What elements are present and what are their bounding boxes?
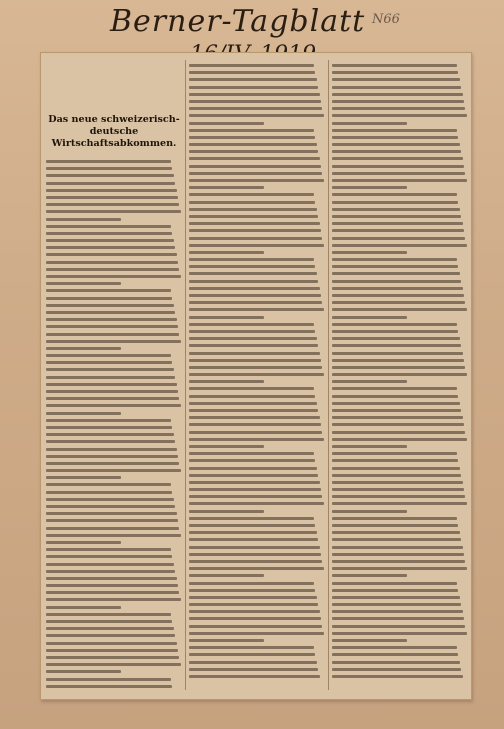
text-line-placeholder bbox=[332, 409, 461, 412]
text-line-placeholder bbox=[46, 519, 178, 522]
text-line-placeholder bbox=[46, 598, 181, 601]
text-line-placeholder bbox=[332, 603, 461, 606]
text-line-placeholder bbox=[189, 495, 322, 498]
text-line-placeholder bbox=[189, 323, 314, 326]
text-line-placeholder bbox=[46, 397, 179, 400]
text-line-placeholder bbox=[46, 548, 171, 551]
text-line-placeholder bbox=[189, 222, 320, 225]
text-line-placeholder bbox=[46, 412, 121, 415]
text-line-placeholder bbox=[189, 603, 318, 606]
text-line-placeholder bbox=[46, 404, 181, 407]
text-line-placeholder bbox=[332, 373, 467, 376]
text-line-placeholder bbox=[189, 143, 317, 146]
text-line-placeholder bbox=[189, 229, 321, 232]
illegible-body-text bbox=[46, 160, 182, 690]
text-line-placeholder bbox=[46, 232, 172, 235]
text-line-placeholder bbox=[189, 553, 321, 556]
text-line-placeholder bbox=[189, 186, 264, 189]
text-line-placeholder bbox=[332, 352, 463, 355]
text-line-placeholder bbox=[46, 368, 174, 371]
text-line-placeholder bbox=[189, 531, 317, 534]
text-line-placeholder bbox=[332, 93, 463, 96]
text-line-placeholder bbox=[332, 646, 457, 649]
text-line-placeholder bbox=[46, 448, 177, 451]
text-line-placeholder bbox=[46, 210, 181, 213]
column-divider bbox=[185, 60, 186, 690]
text-line-placeholder bbox=[332, 395, 458, 398]
text-line-placeholder bbox=[332, 107, 465, 110]
text-line-placeholder bbox=[189, 639, 264, 642]
text-line-placeholder bbox=[189, 272, 317, 275]
text-line-placeholder bbox=[189, 474, 318, 477]
text-line-placeholder bbox=[189, 294, 321, 297]
text-line-placeholder bbox=[332, 294, 464, 297]
text-line-placeholder bbox=[332, 86, 461, 89]
text-line-placeholder bbox=[332, 459, 458, 462]
text-line-placeholder bbox=[332, 488, 464, 491]
text-line-placeholder bbox=[189, 100, 321, 103]
text-line-placeholder bbox=[189, 661, 317, 664]
text-line-placeholder bbox=[332, 517, 457, 520]
text-line-placeholder bbox=[46, 347, 121, 350]
text-line-placeholder bbox=[189, 165, 321, 168]
text-line-placeholder bbox=[46, 678, 171, 681]
text-line-placeholder bbox=[332, 136, 458, 139]
text-line-placeholder bbox=[332, 617, 464, 620]
text-line-placeholder bbox=[332, 165, 464, 168]
text-line-placeholder bbox=[46, 376, 175, 379]
text-line-placeholder bbox=[46, 440, 175, 443]
text-line-placeholder bbox=[46, 433, 174, 436]
text-line-placeholder bbox=[189, 344, 318, 347]
text-line-placeholder bbox=[189, 280, 318, 283]
text-line-placeholder bbox=[46, 642, 177, 645]
text-line-placeholder bbox=[46, 261, 178, 264]
text-line-placeholder bbox=[46, 390, 178, 393]
text-line-placeholder bbox=[189, 510, 264, 513]
text-line-placeholder bbox=[189, 71, 315, 74]
text-line-placeholder bbox=[332, 423, 464, 426]
text-line-placeholder bbox=[189, 560, 322, 563]
text-line-placeholder bbox=[189, 646, 314, 649]
text-line-placeholder bbox=[189, 675, 320, 678]
text-line-placeholder bbox=[46, 311, 175, 314]
text-line-placeholder bbox=[189, 423, 321, 426]
text-line-placeholder bbox=[332, 143, 460, 146]
text-line-placeholder bbox=[189, 373, 324, 376]
text-line-placeholder bbox=[332, 287, 463, 290]
text-line-placeholder bbox=[189, 502, 324, 505]
text-line-placeholder bbox=[46, 649, 178, 652]
text-line-placeholder bbox=[332, 596, 460, 599]
text-line-placeholder bbox=[46, 361, 172, 364]
text-line-placeholder bbox=[46, 218, 121, 221]
text-line-placeholder bbox=[332, 323, 457, 326]
text-line-placeholder bbox=[46, 584, 178, 587]
text-line-placeholder bbox=[189, 524, 315, 527]
text-line-placeholder bbox=[189, 129, 314, 132]
text-line-placeholder bbox=[46, 419, 171, 422]
text-line-placeholder bbox=[332, 229, 464, 232]
text-line-placeholder bbox=[332, 222, 463, 225]
text-line-placeholder bbox=[189, 64, 314, 67]
text-line-placeholder bbox=[189, 122, 264, 125]
text-line-placeholder bbox=[46, 239, 174, 242]
text-line-placeholder bbox=[46, 591, 179, 594]
text-line-placeholder bbox=[189, 668, 318, 671]
article-headline bbox=[46, 114, 182, 150]
text-line-placeholder bbox=[46, 505, 175, 508]
text-line-placeholder bbox=[46, 462, 179, 465]
text-line-placeholder bbox=[189, 330, 315, 333]
text-line-placeholder bbox=[332, 502, 467, 505]
text-line-placeholder bbox=[46, 289, 171, 292]
text-line-placeholder bbox=[189, 107, 322, 110]
text-line-placeholder bbox=[189, 416, 320, 419]
text-line-placeholder bbox=[189, 172, 322, 175]
text-line-placeholder bbox=[332, 100, 464, 103]
text-line-placeholder bbox=[189, 445, 264, 448]
text-line-placeholder bbox=[46, 634, 175, 637]
text-line-placeholder bbox=[189, 395, 315, 398]
text-line-placeholder bbox=[46, 541, 121, 544]
text-line-placeholder bbox=[332, 387, 457, 390]
text-line-placeholder bbox=[46, 555, 172, 558]
text-line-placeholder bbox=[332, 538, 461, 541]
text-line-placeholder bbox=[332, 265, 458, 268]
text-line-placeholder bbox=[332, 157, 463, 160]
text-line-placeholder bbox=[189, 567, 324, 570]
text-line-placeholder bbox=[189, 402, 317, 405]
text-line-placeholder bbox=[46, 498, 174, 501]
text-line-placeholder bbox=[332, 186, 407, 189]
text-line-placeholder bbox=[189, 653, 315, 656]
text-line-placeholder bbox=[332, 330, 458, 333]
text-line-placeholder bbox=[46, 282, 121, 285]
text-line-placeholder bbox=[332, 308, 467, 311]
text-line-placeholder bbox=[189, 301, 322, 304]
text-line-placeholder bbox=[46, 196, 178, 199]
text-line-placeholder bbox=[189, 632, 324, 635]
text-line-placeholder bbox=[46, 512, 177, 515]
text-line-placeholder bbox=[332, 258, 457, 261]
text-line-placeholder bbox=[332, 201, 458, 204]
text-line-placeholder bbox=[189, 617, 321, 620]
text-line-placeholder bbox=[332, 301, 465, 304]
text-line-placeholder bbox=[332, 639, 407, 642]
text-line-placeholder bbox=[46, 476, 121, 479]
text-line-placeholder bbox=[46, 174, 174, 177]
text-line-placeholder bbox=[332, 150, 461, 153]
pencil-reference-number: N66 bbox=[372, 12, 400, 27]
headline-line: Das neue schweizerisch-deutsche bbox=[48, 114, 180, 137]
text-line-placeholder bbox=[46, 297, 172, 300]
text-line-placeholder bbox=[46, 340, 181, 343]
text-line-placeholder bbox=[46, 620, 172, 623]
text-line-placeholder bbox=[46, 534, 181, 537]
text-line-placeholder bbox=[189, 215, 318, 218]
text-line-placeholder bbox=[189, 574, 264, 577]
text-line-placeholder bbox=[332, 215, 461, 218]
text-line-placeholder bbox=[332, 610, 463, 613]
headline-line: Wirtschaftsabkommen. bbox=[51, 138, 177, 149]
text-line-placeholder bbox=[189, 86, 318, 89]
text-line-placeholder bbox=[189, 359, 321, 362]
text-line-placeholder bbox=[332, 510, 407, 513]
text-line-placeholder bbox=[46, 627, 174, 630]
text-line-placeholder bbox=[332, 402, 460, 405]
text-line-placeholder bbox=[46, 563, 174, 566]
text-line-placeholder bbox=[46, 246, 175, 249]
text-line-placeholder bbox=[189, 157, 320, 160]
text-line-placeholder bbox=[332, 467, 460, 470]
text-line-placeholder bbox=[46, 253, 177, 256]
text-line-placeholder bbox=[332, 179, 467, 182]
text-line-placeholder bbox=[332, 560, 465, 563]
text-line-placeholder bbox=[189, 244, 324, 247]
text-line-placeholder bbox=[46, 570, 175, 573]
text-line-placeholder bbox=[46, 182, 175, 185]
text-line-placeholder bbox=[46, 318, 177, 321]
text-line-placeholder bbox=[189, 352, 320, 355]
text-line-placeholder bbox=[332, 172, 465, 175]
text-line-placeholder bbox=[189, 366, 322, 369]
text-line-placeholder bbox=[332, 244, 467, 247]
text-line-placeholder bbox=[189, 93, 320, 96]
text-line-placeholder bbox=[332, 251, 407, 254]
text-line-placeholder bbox=[46, 670, 121, 673]
text-line-placeholder bbox=[332, 78, 460, 81]
text-line-placeholder bbox=[189, 136, 315, 139]
text-line-placeholder bbox=[46, 275, 181, 278]
text-line-placeholder bbox=[332, 546, 463, 549]
text-line-placeholder bbox=[189, 251, 264, 254]
text-line-placeholder bbox=[46, 613, 171, 616]
text-line-placeholder bbox=[332, 531, 460, 534]
text-column-1 bbox=[46, 60, 182, 690]
text-line-placeholder bbox=[46, 491, 172, 494]
text-line-placeholder bbox=[332, 122, 407, 125]
text-line-placeholder bbox=[46, 225, 171, 228]
text-line-placeholder bbox=[189, 409, 318, 412]
text-line-placeholder bbox=[189, 546, 320, 549]
text-line-placeholder bbox=[332, 589, 458, 592]
text-line-placeholder bbox=[46, 663, 181, 666]
text-line-placeholder bbox=[189, 517, 314, 520]
text-line-placeholder bbox=[46, 455, 178, 458]
text-line-placeholder bbox=[189, 589, 315, 592]
text-line-placeholder bbox=[332, 495, 465, 498]
text-line-placeholder bbox=[332, 553, 464, 556]
text-column-2 bbox=[189, 60, 325, 690]
text-line-placeholder bbox=[189, 258, 314, 261]
text-line-placeholder bbox=[46, 426, 172, 429]
text-line-placeholder bbox=[46, 189, 177, 192]
text-line-placeholder bbox=[46, 304, 174, 307]
text-line-placeholder bbox=[189, 265, 315, 268]
text-line-placeholder bbox=[189, 488, 321, 491]
text-line-placeholder bbox=[189, 337, 317, 340]
text-line-placeholder bbox=[332, 193, 457, 196]
text-line-placeholder bbox=[189, 538, 318, 541]
text-line-placeholder bbox=[189, 237, 322, 240]
text-line-placeholder bbox=[46, 606, 121, 609]
illegible-body-text bbox=[332, 64, 468, 678]
text-line-placeholder bbox=[189, 610, 320, 613]
text-line-placeholder bbox=[332, 574, 407, 577]
text-line-placeholder bbox=[46, 268, 179, 271]
text-line-placeholder bbox=[189, 114, 324, 117]
text-line-placeholder bbox=[332, 653, 458, 656]
illegible-body-text bbox=[189, 64, 325, 678]
text-line-placeholder bbox=[332, 380, 407, 383]
text-line-placeholder bbox=[46, 469, 181, 472]
text-line-placeholder bbox=[46, 483, 171, 486]
text-line-placeholder bbox=[189, 582, 314, 585]
text-line-placeholder bbox=[332, 237, 465, 240]
text-line-placeholder bbox=[189, 481, 320, 484]
text-line-placeholder bbox=[46, 167, 172, 170]
text-line-placeholder bbox=[189, 201, 315, 204]
text-line-placeholder bbox=[332, 344, 461, 347]
text-line-placeholder bbox=[332, 582, 457, 585]
text-line-placeholder bbox=[332, 668, 461, 671]
handwritten-newspaper-name: Berner-Tagblatt bbox=[110, 4, 366, 39]
text-line-placeholder bbox=[189, 467, 317, 470]
text-line-placeholder bbox=[46, 325, 178, 328]
text-line-placeholder bbox=[332, 337, 460, 340]
text-line-placeholder bbox=[189, 179, 324, 182]
text-line-placeholder bbox=[46, 333, 179, 336]
column-divider bbox=[328, 60, 329, 690]
text-line-placeholder bbox=[332, 359, 464, 362]
text-line-placeholder bbox=[332, 474, 461, 477]
text-line-placeholder bbox=[46, 203, 179, 206]
text-line-placeholder bbox=[46, 656, 179, 659]
text-line-placeholder bbox=[332, 129, 457, 132]
text-line-placeholder bbox=[332, 438, 467, 441]
text-line-placeholder bbox=[189, 308, 324, 311]
text-line-placeholder bbox=[189, 78, 317, 81]
text-line-placeholder bbox=[46, 354, 171, 357]
text-line-placeholder bbox=[189, 316, 264, 319]
text-line-placeholder bbox=[332, 567, 467, 570]
text-line-placeholder bbox=[189, 452, 314, 455]
text-line-placeholder bbox=[46, 527, 179, 530]
text-line-placeholder bbox=[332, 632, 467, 635]
text-line-placeholder bbox=[332, 481, 463, 484]
text-column-3 bbox=[332, 60, 468, 690]
text-line-placeholder bbox=[189, 150, 318, 153]
text-line-placeholder bbox=[332, 452, 457, 455]
text-line-placeholder bbox=[332, 280, 461, 283]
text-line-placeholder bbox=[189, 193, 314, 196]
text-line-placeholder bbox=[332, 625, 465, 628]
text-line-placeholder bbox=[189, 459, 315, 462]
text-line-placeholder bbox=[189, 625, 322, 628]
text-line-placeholder bbox=[332, 445, 407, 448]
text-line-placeholder bbox=[189, 380, 264, 383]
text-line-placeholder bbox=[46, 577, 177, 580]
text-line-placeholder bbox=[189, 431, 322, 434]
text-line-placeholder bbox=[189, 208, 317, 211]
text-line-placeholder bbox=[332, 431, 465, 434]
text-line-placeholder bbox=[332, 366, 465, 369]
text-line-placeholder bbox=[332, 316, 407, 319]
text-line-placeholder bbox=[332, 675, 463, 678]
text-line-placeholder bbox=[332, 524, 458, 527]
text-line-placeholder bbox=[332, 208, 460, 211]
text-line-placeholder bbox=[332, 71, 458, 74]
text-line-placeholder bbox=[46, 383, 177, 386]
text-line-placeholder bbox=[332, 661, 460, 664]
text-line-placeholder bbox=[332, 64, 457, 67]
text-line-placeholder bbox=[189, 387, 314, 390]
text-line-placeholder bbox=[189, 596, 317, 599]
text-line-placeholder bbox=[332, 416, 463, 419]
text-line-placeholder bbox=[46, 685, 172, 688]
text-line-placeholder bbox=[189, 287, 320, 290]
text-line-placeholder bbox=[332, 114, 467, 117]
text-line-placeholder bbox=[46, 160, 171, 163]
text-line-placeholder bbox=[332, 272, 460, 275]
text-line-placeholder bbox=[189, 438, 324, 441]
